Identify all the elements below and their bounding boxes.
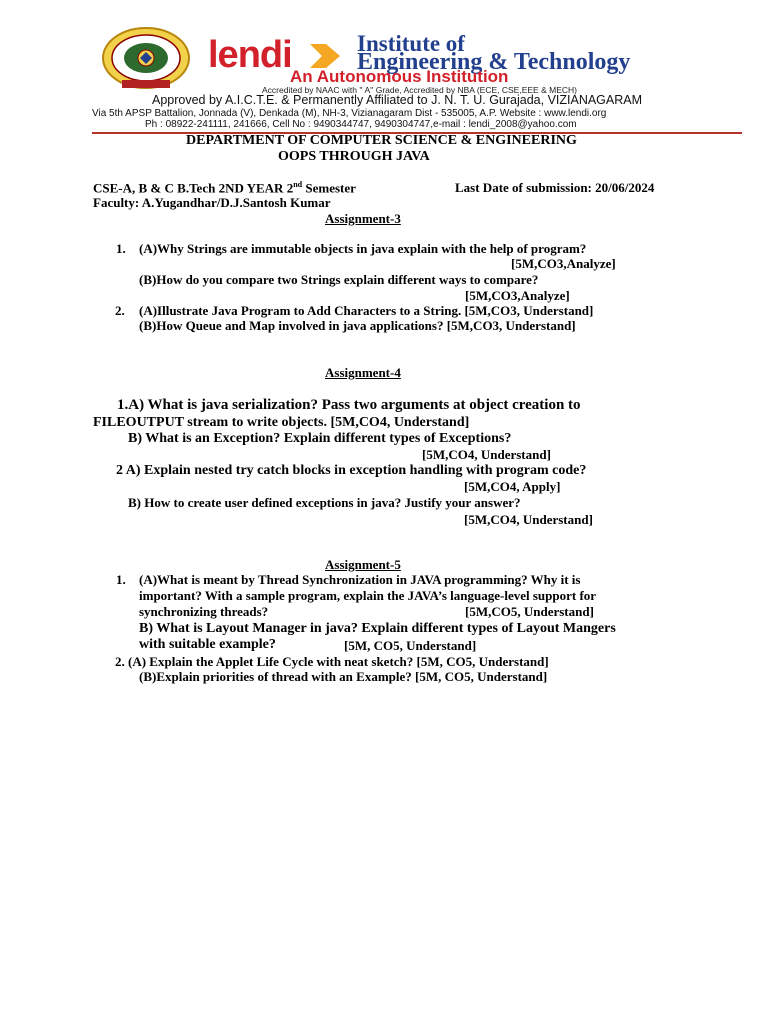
a3-q1a-tag: [5M,CO3,Analyze] [511,256,616,271]
college-seal-logo [100,26,192,90]
a4-q1b-tag: [5M,CO4, Understand] [422,447,551,462]
class-info [93,180,356,196]
assignment-3-title: Assignment-3 [325,211,401,226]
a4-q2b-tag: [5M,CO4, Understand] [464,512,593,527]
a4-q1b-text: B) What is an Exception? Explain different types of Exceptions? [128,431,512,446]
a5-q1a-line2: important? With a sample program, explain the JAVA’s language-level support for [139,588,597,603]
institute-name-line1: Institute of [357,31,465,56]
a5-q1b-tag: [5M, CO5, Understand] [344,638,477,653]
class-superscript: nd [293,180,303,189]
a3-q1-number: 1. [116,241,126,256]
a5-q1a-line1: (A)What is meant by Thread Synchronization in JAVA programming? Why it is [139,572,581,587]
subject-title: OOPS THROUGH JAVA [278,149,430,164]
department-title: DEPARTMENT OF COMPUTER SCIENCE & ENGINEERING [186,133,577,148]
a5-q1b-line2: with suitable example? [139,637,276,652]
last-date: Last Date of submission: 20/06/2024 [455,180,655,195]
a5-q1a-line3: synchronizing threads? [139,604,269,619]
a3-q1b-tag: [5M,CO3,Analyze] [465,288,570,303]
institute-name-line2: Engineering & Technology [357,49,631,75]
a5-q2b-text: (B)Explain priorities of thread with an Example? [5M, CO5, Understand] [139,669,548,684]
a4-q2a-tag: [5M,CO4, Apply] [464,479,561,494]
a3-q1b-text: (B)How do you compare two Strings explain different ways to compare? [139,272,539,287]
a3-q1a-text: (A)Why Strings are immutable objects in java explain with the help of program? [139,241,587,256]
approval-line: Approved by A.I.C.T.E. & Permanently Affiliated to J. N. T. U. Gurajada, VIZIANAGARAM [152,93,643,107]
lendi-wordmark: lendi [208,34,292,76]
a4-q2a-text: 2 A) Explain nested try catch blocks in exception handling with program code? [116,463,587,478]
a3-q2-number: 2. [115,303,125,318]
accreditation-line: Accredited by NAAC with '' A'' Grade, Accredited by NBA (ECE, CSE,EEE & MECH) [262,85,577,95]
contact-line: Ph : 08922-241111, 241666, Cell No : 9490344747, 9490304747,e-mail : lendi_2008@yahoo.com [145,119,577,130]
class-suffix: Semester [302,180,356,196]
a5-q1b-line1: B) What is Layout Manager in java? Explain different types of Layout Mangers [139,621,616,636]
assignment-4-title: Assignment-4 [325,365,401,380]
a5-q1a-tag: [5M,CO5, Understand] [465,604,594,619]
autonomous-tagline: An Autonomous Institution [290,67,509,86]
a4-q1a-line1: 1.A) What is java serialization? Pass two arguments at object creation to [117,397,581,413]
a4-q1a-line2 [93,414,469,431]
a4-q2b-text: B) How to create user defined exceptions in java? Justify your answer? [128,495,521,510]
a3-q2b-text: (B)How Queue and Map involved in java applications? [5M,CO3, Understand] [139,318,576,333]
faculty-line: Faculty: A.Yugandhar/D.J.Santosh Kumar [93,195,331,210]
class-prefix: CSE-A, B & C B.Tech 2ND YEAR 2 [93,180,294,196]
a5-q1-number: 1. [116,572,126,587]
a4-q1a-line2-text: FILEOUTPUT stream to write objects. [5M,CO4, Understand] [93,415,470,430]
assignment-5-title: Assignment-5 [325,557,401,572]
a3-q2a-text: (A)Illustrate Java Program to Add Characters to a String. [5M,CO3, Understand] [139,303,594,318]
a5-q2a-text: 2. (A) Explain the Applet Life Cycle with neat sketch? [5M, CO5, Understand] [115,654,549,669]
address-line: Via 5th APSP Battalion, Jonnada (V), Denkada (M), NH-3, Vizianagaram Dist - 535005, A.P. Website : www.lendi.org [92,108,607,119]
